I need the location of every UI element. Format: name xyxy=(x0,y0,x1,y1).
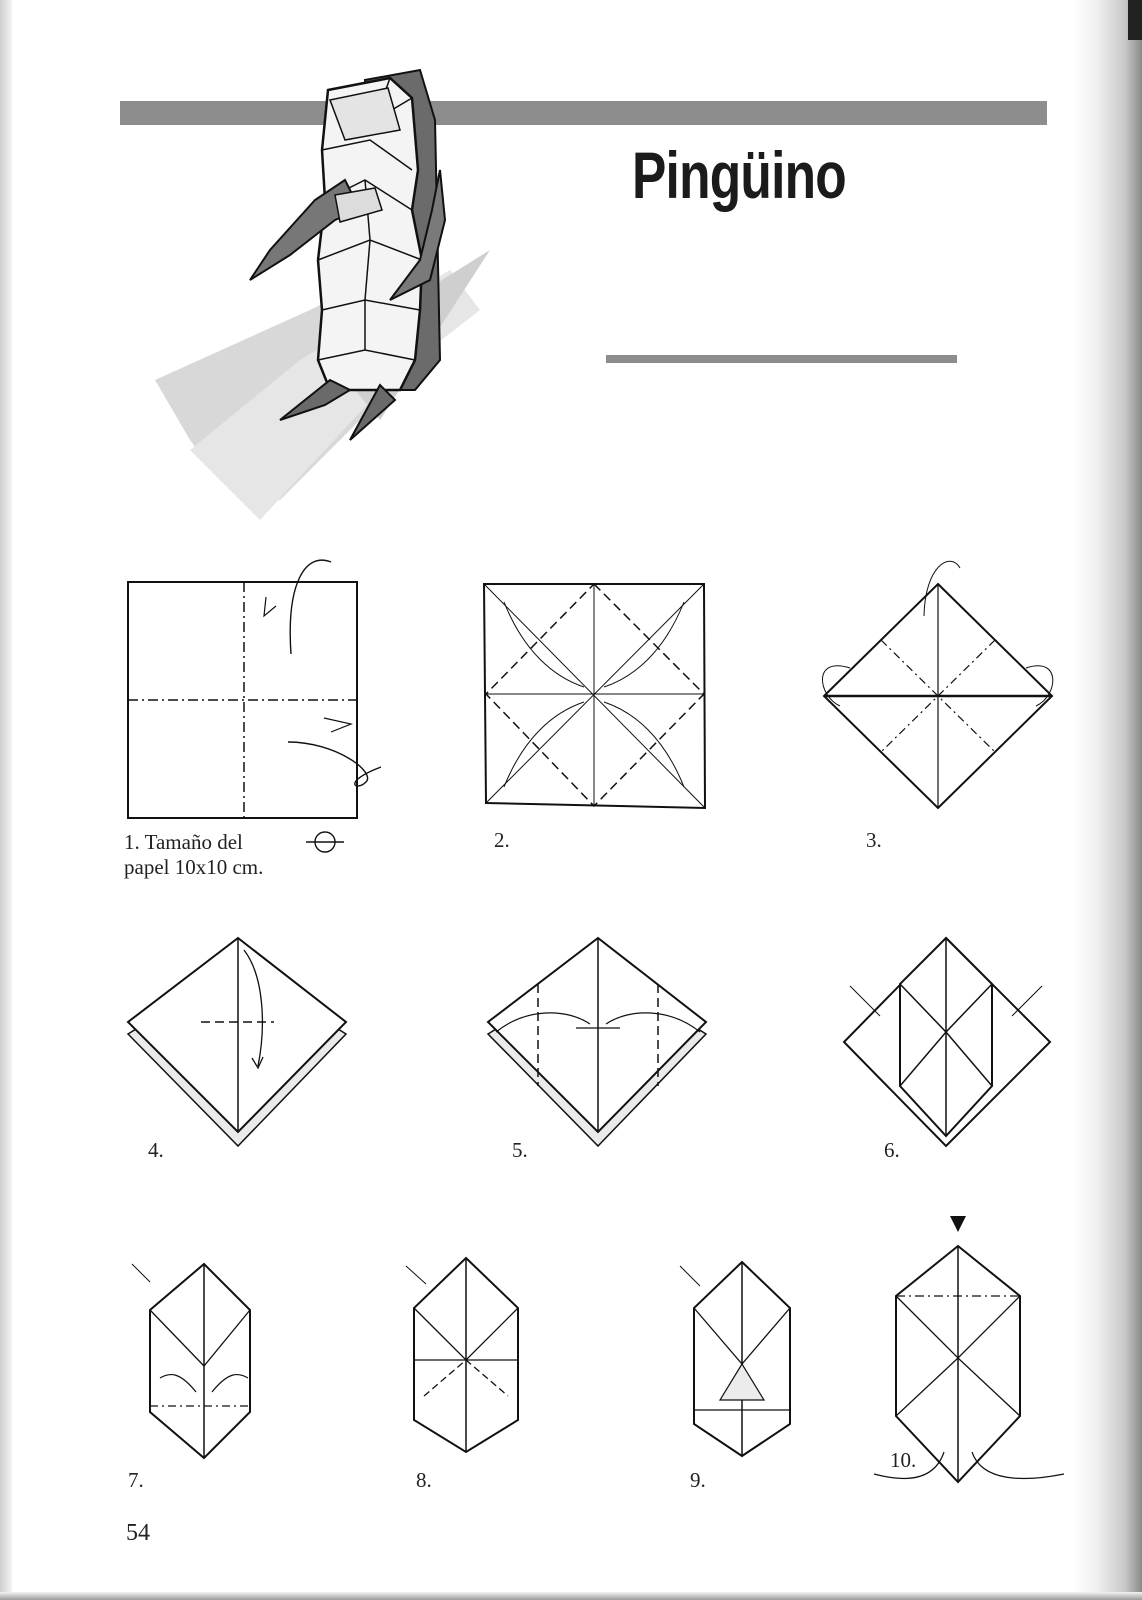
page-number: 54 xyxy=(126,1520,150,1546)
step-1-paper-size: papel 10x10 cm. xyxy=(124,855,264,879)
step-1-label: 1. Tamaño del xyxy=(124,830,243,854)
step-2-label: 2. xyxy=(494,828,510,852)
step-5-label: 5. xyxy=(512,1138,528,1162)
step-1-caption xyxy=(124,830,263,880)
step-5-diagram xyxy=(486,936,710,1156)
step-9-diagram xyxy=(680,1260,810,1460)
penguin-illustration xyxy=(150,60,590,535)
step-6-diagram xyxy=(842,936,1062,1156)
step-7-label: 7. xyxy=(128,1468,144,1492)
page-left-edge-shadow xyxy=(0,0,12,1600)
step-2-diagram xyxy=(484,582,706,812)
step-10-label: 10. xyxy=(890,1448,917,1472)
step-8-label: 8. xyxy=(416,1468,432,1492)
step-3-diagram xyxy=(820,556,1060,816)
step-8-diagram xyxy=(402,1256,528,1456)
page-right-edge-shadow xyxy=(1072,0,1142,1600)
step-4-label: 4. xyxy=(148,1138,164,1162)
push-arrow-icon xyxy=(950,1216,966,1232)
page-title: Pingüino xyxy=(632,138,846,212)
step-7-diagram xyxy=(130,1262,260,1462)
step-6-label: 6. xyxy=(884,1138,900,1162)
step-9-label: 9. xyxy=(690,1468,706,1492)
title-underline xyxy=(606,355,957,363)
step-1-diagram xyxy=(126,542,386,852)
page-corner-shadow xyxy=(1128,0,1142,40)
step-3-label: 3. xyxy=(866,828,882,852)
step-4-diagram xyxy=(126,936,350,1156)
page-bottom-edge-shadow xyxy=(0,1592,1142,1600)
